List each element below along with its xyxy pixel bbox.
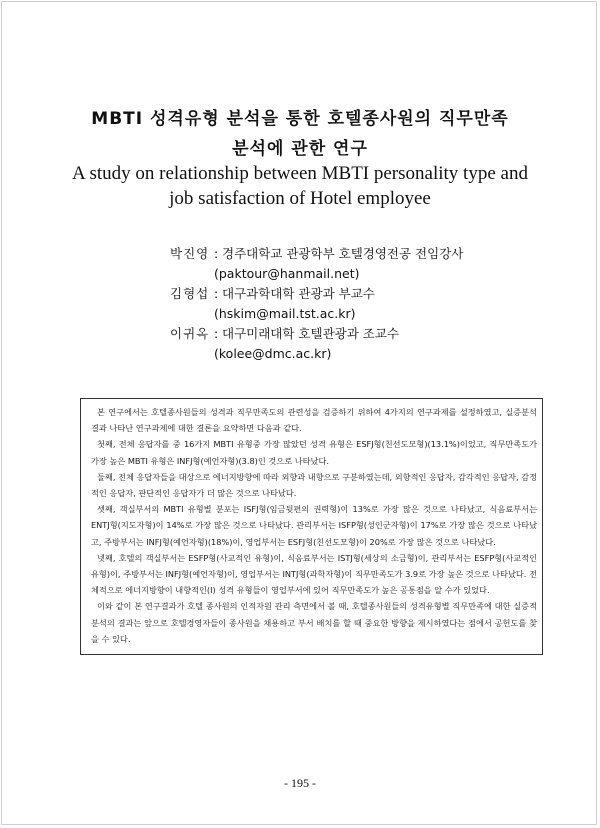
author-affiliation: 대구미래대학 호텔관광과 조교수 xyxy=(222,326,399,341)
abstract-paragraph: 셋째, 객실부서의 MBTI 유형별 분포는 ISFJ형(임금뒷편의 권력형)이 13%로 가장 많은 것으로 나타났고, 식음료부서는 ENTJ형(지도자형)이 14%로 가장 많은 것으로 나타났다. 관리부서는 ISFP형(성인군자형)이 17%로 가장 많은 것으로 나타났고, 주방부서는 INFJ형(예언자형)(18%)이, 영업부서는 ESFJ형(친선도모형)이 20%로 가장 많은 것으로 나타났다. xyxy=(91,504,537,547)
author-entry: 박진영 : 경주대학교 관광학부 호텔경영전공 전임강사 xyxy=(170,244,570,264)
author-affiliation: 경주대학교 관광학부 호텔경영전공 전임강사 xyxy=(222,246,464,261)
author-email: (paktour@hanmail.net) xyxy=(214,266,360,281)
abstract-box xyxy=(80,398,543,655)
author-affiliation: 대구과학대학 관광과 부교수 xyxy=(222,286,375,301)
abstract-paragraph: 둘째, 전체 응답자들을 대상으로 에너지방향에 따라 외향과 내향으로 구분하였는데, 외향적인 응답자, 감각적인 응답자, 감정적인 응답자, 판단적인 응답자가 더 많은 것으로 나타났다. xyxy=(91,471,537,499)
korean-title-line-1: MBTI 성격유형 분석을 통한 호텔종사원의 직무만족 xyxy=(91,109,509,129)
abstract-paragraph: 본 연구에서는 호텔종사원들의 성격과 직무만족도의 관련성을 검증하기 위하여 4가지의 연구과제를 설정하였고, 실증분석 결과 나타난 연구과제에 대한 결론을 요약하면 다음과 같다. xyxy=(91,407,537,434)
abstract-paragraph: 넷째, 호텔의 객실부서는 ESFP형(사교적인 유형)이, 식음료부서는 ISTJ형(세상의 소금형)이, 관리부서는 ESFP형(사교적인 유형)이, 주방부서는 INFJ형(예언자형)이, 영업부서는 INTJ형(과학자형)이 직무만족도가 3.9로 가장 높은 것으로 나타났다. 전체적으로 에너지방향이 내향적인(I) 성격 유형들이 영업부서에 있어 직무만족도가 높은 공통점을 알 수가 있었다. xyxy=(91,552,537,596)
author-list xyxy=(170,244,570,364)
author-name: 김형섭 xyxy=(170,286,210,301)
page-number: - 195 - xyxy=(284,776,316,790)
english-title-line-1: A study on relationship between MBTI personality type and xyxy=(72,163,528,184)
author-name: 박진영 xyxy=(170,246,210,261)
korean-title-line-2: 분석에 관한 연구 xyxy=(232,139,368,159)
author-email: (kolee@dmc.ac.kr) xyxy=(214,346,332,361)
author-name: 이귀옥 xyxy=(170,326,210,341)
author-entry: 김형섭 : 대구과학대학 관광과 부교수 xyxy=(170,284,570,304)
abstract-paragraph: 첫째, 전체 응답자를 중 16가지 MBTI 유형중 가장 많았던 성격 유형은 ESFJ형(친선도모형)(13.1%)이었고, 직무만족도가 가장 높은 MBTI 유형은 INFJ형(예언자형)(3.8)인 것으로 나타났다. xyxy=(91,439,537,466)
english-title-line-2: job satisfaction of Hotel employee xyxy=(169,188,431,209)
abstract-paragraph: 이와 같이 본 연구결과가 호텔 종사원의 인적자원 관리 측면에서 볼 때, 호텔종사원들의 성격유형별 직무만족에 대한 실증적 분석의 결과는 앞으로 호텔경영자들이 종사원을 채용하고 부서 배치를 할 때 중요한 방향을 제시하였다는 점에서 공헌도를 찾을 수 있다. xyxy=(91,601,537,644)
author-entry: 이귀옥 : 대구미래대학 호텔관광과 조교수 xyxy=(170,324,570,344)
author-email: (hskim@mail.tst.ac.kr) xyxy=(214,306,356,321)
